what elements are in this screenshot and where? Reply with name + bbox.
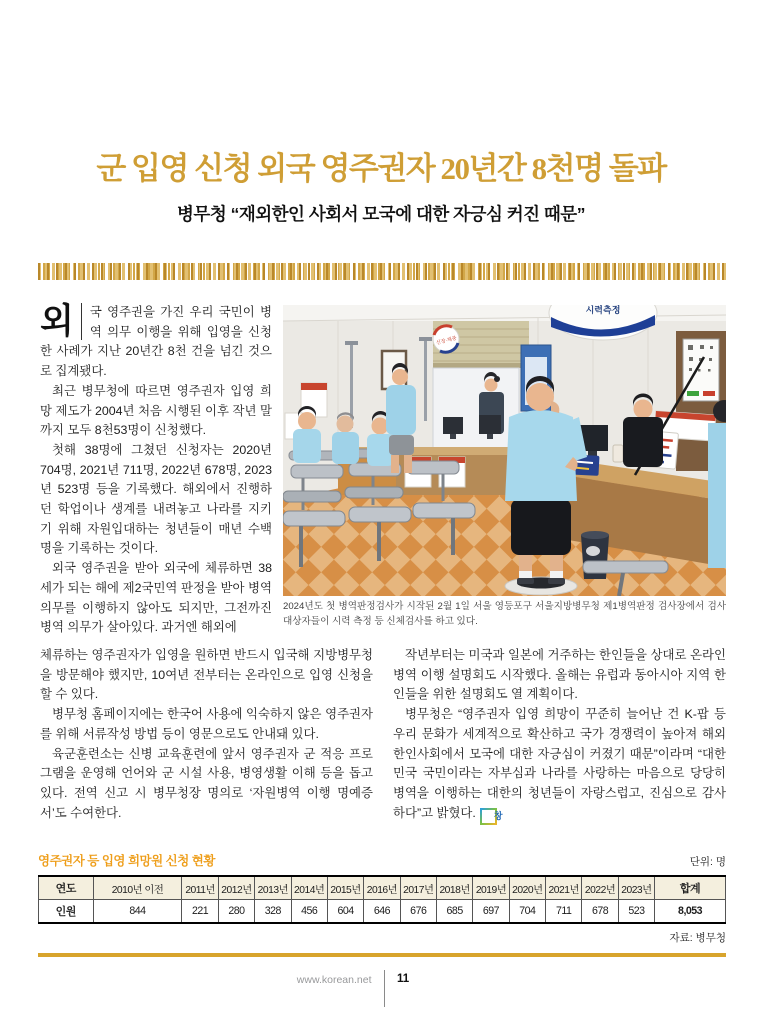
article-subtitle: 병무청 “재외한인 사회서 모국에 대한 자긍심 커진 때문” bbox=[177, 204, 585, 224]
table-source: 자료: 병무청 bbox=[669, 932, 726, 944]
total-cell: 8,053 bbox=[655, 900, 726, 924]
value-cell: 844 bbox=[93, 900, 182, 924]
value-cell: 711 bbox=[546, 900, 582, 924]
year-header: 2020년 bbox=[509, 876, 545, 900]
paragraph: 외국 영주권을 받아 외국에 체류하면 38세가 되는 해에 제2국민역 판정을 받아 병역 의무를 이행하지 않아도 되지만, 그전까진 병역 의무가 살아있다. 과거엔 해외에 bbox=[40, 561, 272, 635]
value-cell: 704 bbox=[509, 900, 545, 924]
value-cell: 646 bbox=[364, 900, 400, 924]
table-header-row bbox=[39, 876, 726, 900]
column-lower-right bbox=[393, 646, 726, 825]
footer-divider bbox=[384, 970, 386, 1007]
sign-height-weight: 신장·체중 bbox=[435, 335, 458, 347]
paragraph: 최근 병무청에 따르면 영주권자 입영 희망 제도가 2004년 처음 시행된 이후 작년 말까지 모두 8천53명이 신청했다. bbox=[40, 383, 272, 438]
year-header: 2011년 bbox=[182, 876, 218, 900]
value-cell: 604 bbox=[327, 900, 363, 924]
table-row bbox=[39, 900, 726, 924]
article-title: 군 입영 신청 외국 영주권자 20년간 8천명 돌파 bbox=[96, 151, 666, 186]
photo-caption: 2024년도 첫 병역판정검사가 시작된 2월 1일 서울 영등포구 서울지방병무청 제1병역판정 검사장에서 검사 대상자들이 시력 측정 등 신체검사를 하고 있다. bbox=[283, 601, 726, 627]
year-header: 2016년 bbox=[364, 876, 400, 900]
year-header: 2022년 bbox=[582, 876, 618, 900]
sign-vision-test: 시력측정 bbox=[585, 305, 621, 315]
row-header: 인원 bbox=[39, 900, 94, 924]
site-url: www.korean.net bbox=[296, 974, 372, 986]
paragraph: 체류하는 영주권자가 입영을 원하면 반드시 입국해 지방병무청을 방문해야 했지만, 10여년 전부터는 온라인으로 입영 신청을 할 수 있다. bbox=[40, 648, 373, 702]
end-of-article-logo: 창 bbox=[480, 808, 497, 825]
value-cell: 221 bbox=[182, 900, 218, 924]
col-header: 연도 bbox=[39, 876, 94, 900]
year-header: 2010년 이전 bbox=[93, 876, 182, 900]
article-header bbox=[0, 143, 762, 226]
year-header: 2014년 bbox=[291, 876, 327, 900]
total-header: 합계 bbox=[655, 876, 726, 900]
year-header: 2023년 bbox=[618, 876, 654, 900]
year-header: 2019년 bbox=[473, 876, 509, 900]
statistics-section bbox=[38, 851, 726, 945]
value-cell: 328 bbox=[255, 900, 291, 924]
applicants-table bbox=[38, 875, 726, 924]
paragraph bbox=[393, 705, 726, 825]
value-cell: 456 bbox=[291, 900, 327, 924]
footer-rule bbox=[38, 953, 726, 957]
column-lower-left bbox=[40, 646, 373, 823]
year-header: 2021년 bbox=[546, 876, 582, 900]
year-header: 2013년 bbox=[255, 876, 291, 900]
paragraph: 병무청 홈페이지에는 한국어 사용에 익숙하지 않은 영주권자를 위해 서류작성 방법 등이 영문으로도 안내돼 있다. bbox=[40, 707, 373, 741]
paragraph-text: 병무청은 “영주권자 입영 희망이 꾸준히 늘어난 건 K-팝 등 우리 문화가 세계적으로 확산하고 국가 경쟁력이 높아져 해외 한인사회에서 모국에 대한 자긍심이 커졌기 때문”이라며 “대한민국 국민이라는 자부심과 나라를 사랑하는 마음으로 당당히 병역을 이행하는 대한의 청년들이 자랑스럽고, 진심으로 감사하다”고 밝혔다. bbox=[393, 707, 726, 820]
barcode-divider bbox=[38, 263, 726, 280]
value-cell: 523 bbox=[618, 900, 654, 924]
year-header: 2015년 bbox=[327, 876, 363, 900]
page-footer bbox=[0, 970, 734, 1007]
year-header: 2012년 bbox=[218, 876, 254, 900]
table-title: 영주권자 등 입영 희망원 신청 현황 bbox=[38, 854, 215, 868]
value-cell: 280 bbox=[218, 900, 254, 924]
value-cell: 685 bbox=[436, 900, 472, 924]
year-header: 2017년 bbox=[400, 876, 436, 900]
year-header: 2018년 bbox=[436, 876, 472, 900]
table-unit-label: 단위: 명 bbox=[689, 856, 726, 868]
drop-cap: 외 bbox=[40, 303, 82, 340]
value-cell: 678 bbox=[582, 900, 618, 924]
paragraph: 첫해 38명에 그쳤던 신청자는 2020년 704명, 2021년 711명, 2022년 678명, 2023년 523명 등을 기록했다. 해외에서 진행하던 학업이나 생계를 내려놓고 나라를 지키기 위해 자원입대하는 청년들이 매년 수백 명을 기록하는 것이다. bbox=[40, 442, 272, 556]
page-number: 11 bbox=[397, 973, 410, 985]
paragraph: 육군훈련소는 신병 교육훈련에 앞서 영주권자 군 적응 프로그램을 운영해 언어와 군 시설 사용, 병영생활 이해 등을 돕고 있다. 전역 신고 시 병무청장 명의로 ‘자원병역 이행 명예증서’도 수여한다. bbox=[40, 746, 373, 820]
paragraph-text: 국 영주권을 가진 우리 국민이 병역 의무 이행을 위해 입영을 신청한 사례가 지난 20년간 8천 건을 넘긴 것으로 집계됐다. bbox=[40, 305, 272, 379]
article-photo-illustration bbox=[283, 305, 726, 596]
article-photo bbox=[283, 305, 726, 596]
value-cell: 697 bbox=[473, 900, 509, 924]
column-narrow bbox=[40, 303, 272, 638]
value-cell: 676 bbox=[400, 900, 436, 924]
paragraph: 작년부터는 미국과 일본에 거주하는 한인들을 상대로 온라인 병역 이행 설명회도 시작했다. 올해는 유럽과 동아시아 지역 한인들을 위한 설명회도 열 계획이다. bbox=[393, 648, 726, 702]
paragraph bbox=[40, 303, 272, 382]
